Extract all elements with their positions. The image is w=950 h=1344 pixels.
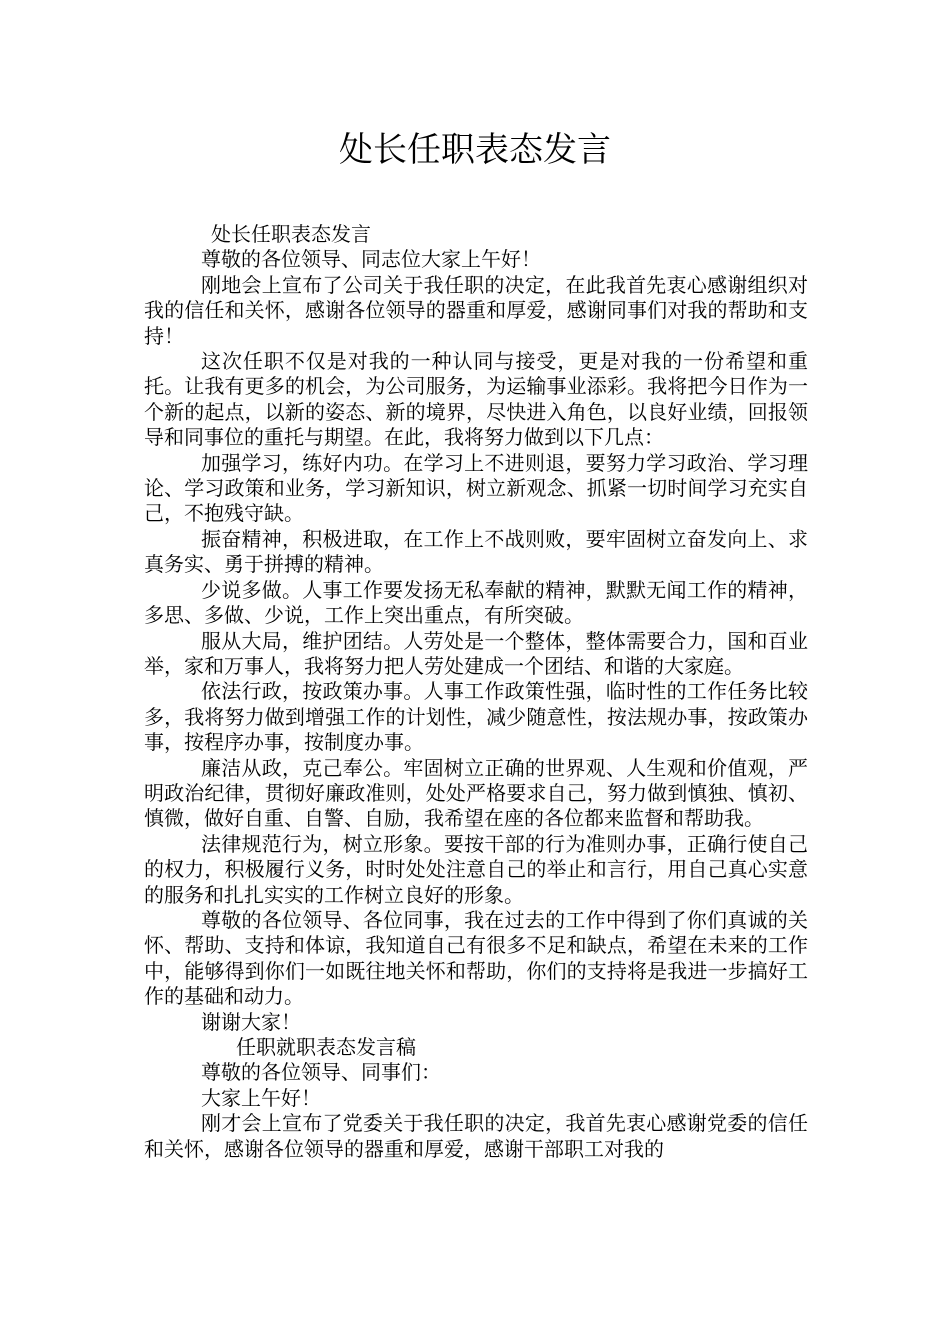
paragraph: 刚才会上宣布了党委关于我任职的决定，我首先衷心感谢党委的信任和关怀，感谢各位领导的器重和厚爱，感谢干部职工对我的 <box>144 1111 808 1161</box>
paragraph-thanks: 谢谢大家！ <box>201 1009 301 1034</box>
document-title: 处长任职表态发言 <box>339 130 611 170</box>
paragraph-greeting: 尊敬的各位领导、同事们： <box>201 1060 441 1085</box>
paragraph: 廉洁从政，克己奉公。牢固树立正确的世界观、人生观和价值观，严明政治纪律，贯彻好廉政准则，处处严格要求自己，努力做到慎独、慎初、慎微，做好自重、自警、自励，我希望在座的各位都来监督和帮助我。 <box>144 755 808 831</box>
paragraph: 尊敬的各位领导、各位同事，我在过去的工作中得到了你们真诚的关怀、帮助、支持和体谅，我知道自己有很多不足和缺点，希望在未来的工作中，能够得到你们一如既往地关怀和帮助，你们的支持将是我进一步搞好工作的基础和动力。 <box>144 907 808 1009</box>
section-heading: 任职就职表态发言稿 <box>236 1035 416 1059</box>
paragraph: 依法行政，按政策办事。人事工作政策性强，临时性的工作任务比较多，我将努力做到增强工作的计划性，减少随意性，按法规办事，按政策办事，按程序办事，按制度办事。 <box>144 679 808 755</box>
section-heading: 处长任职表态发言 <box>211 222 371 246</box>
paragraph: 少说多做。人事工作要发扬无私奉献的精神，默默无闻工作的精神，多思、多做、少说，工作上突出重点，有所突破。 <box>144 577 808 628</box>
paragraph: 振奋精神，积极进取，在工作上不战则败，要牢固树立奋发向上、求真务实、勇于拼搏的精神。 <box>144 526 808 577</box>
paragraph: 这次任职不仅是对我的一种认同与接受，更是对我的一份希望和重托。让我有更多的机会，为公司服务，为运输事业添彩。我将把今日作为一个新的起点，以新的姿态、新的境界，尽快进入角色，以良好业绩，回报领导和同事位的重托与期望。在此，我将努力做到以下几点： <box>144 349 808 450</box>
paragraph: 加强学习，练好内功。在学习上不进则退，要努力学习政治、学习理论、学习政策和业务，学习新知识，树立新观念、抓紧一切时间学习充实自己，不抱残守缺。 <box>144 450 808 526</box>
paragraph: 刚地会上宣布了公司关于我任职的决定，在此我首先衷心感谢组织对我的信任和关怀，感谢各位领导的器重和厚爱，感谢同事们对我的帮助和支持！ <box>144 272 808 348</box>
paragraph: 服从大局，维护团结。人劳处是一个整体，整体需要合力，国和百业举，家和万事人，我将努力把人劳处建成一个团结、和谐的大家庭。 <box>144 628 808 678</box>
paragraph-greeting: 尊敬的各位领导、同志位大家上午好！ <box>201 247 541 272</box>
paragraph-greeting: 大家上午好！ <box>201 1085 321 1110</box>
paragraph: 法律规范行为，树立形象。要按干部的行为准则办事，正确行使自己的权力，积极履行义务，时时处处注意自己的举止和言行，用自己真心实意的服务和扎扎实实的工作树立良好的形象。 <box>144 831 808 907</box>
document-body <box>144 222 808 1162</box>
